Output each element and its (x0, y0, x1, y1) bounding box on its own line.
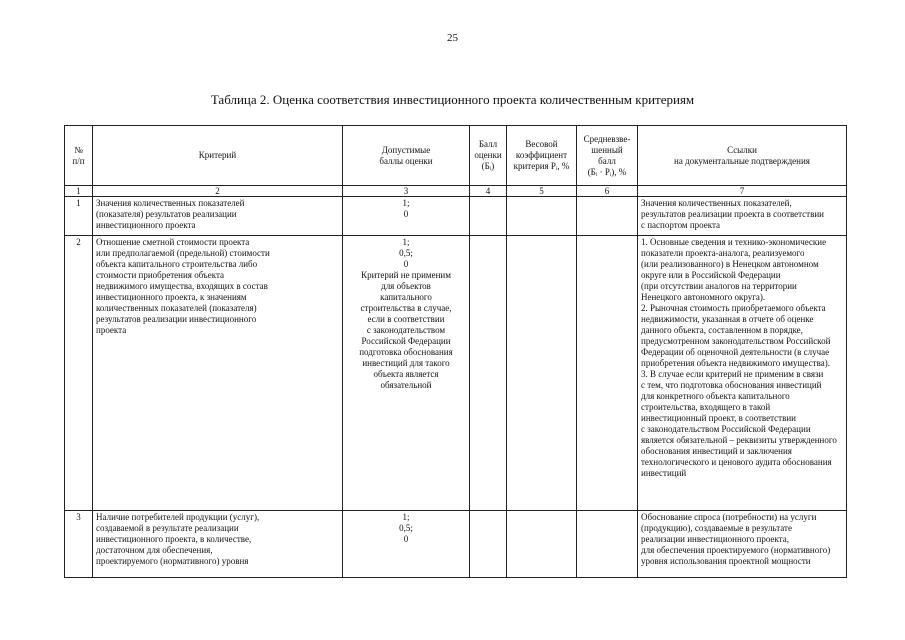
row-criterion: Отношение сметной стоимости проекта или предполагаемой (предельной) стоимости объекта капитального строительства либо стоимости приобретения объекта недвижимого имущества, входящих в состав инвестиционного проекта, к значениям количественных показателей (показателя) результатов реализации инвестиционного проекта (93, 236, 343, 511)
row-allowed-scores: 1; 0,5; 0 Критерий не применим для объектов капитального строительства в случае, если в соответствии с законодательством Российской Федерации подготовка обоснования инвестиций для такого объекта является обязательной (343, 236, 470, 511)
header-score: Балл оценки (Бᵢ) (470, 126, 507, 186)
header-weighted: Средневзве- шенный балл (Бᵢ · Pᵢ), % (577, 126, 638, 186)
column-number: 2 (93, 186, 343, 197)
column-number: 7 (638, 186, 847, 197)
row-links: 1. Основные сведения и технико-экономические показатели проекта-аналога, реализуемого (или реализованного) в Ненецком автономном округе или в Российской Федерации (при отсутствии аналогов на территории Ненецкого автономного округа). 2. Рыночная стоимость приобретаемого объекта недвижимости, указанная в отчете об оценке данного объекта, составленном в порядке, предусмотренном законодательством Российской Федерации об оценочной деятельности (в случае приобретения объекта недвижимого имущества). 3. В случае если критерий не применим в связи с тем, что подготовка обоснования инвестиций для конкретного объекта капитального строительства, входящего в такой инвестиционный проект, в соответствии с законодательством Российской Федерации является обязательной – реквизиты утвержденного обоснования инвестиций и заключения технологического и ценового аудита обоснования инвестиций (638, 236, 847, 511)
row-num: 3 (65, 511, 93, 578)
header-allowed-scores: Допустимые баллы оценки (343, 126, 470, 186)
page-number: 25 (447, 32, 458, 44)
header-num: № п/п (65, 126, 93, 186)
row-weighted (577, 197, 638, 236)
table-row (65, 197, 847, 236)
header-links: Ссылки на документальные подтверждения (638, 126, 847, 186)
row-weighted (577, 511, 638, 578)
column-number: 5 (507, 186, 577, 197)
row-criterion: Значения количественных показателей (показателя) результатов реализации инвестиционного проекта (93, 197, 343, 236)
row-criterion: Наличие потребителей продукции (услуг), создаваемой в результате реализации инвестиционного проекта, в количестве, достаточном для обеспечения, проектируемого (нормативного) уровня (93, 511, 343, 578)
row-weighted (577, 236, 638, 511)
row-links: Значения количественных показателей, результатов реализации проекта в соответствии с паспортом проекта (638, 197, 847, 236)
header-criterion: Критерий (93, 126, 343, 186)
column-number-row (65, 186, 847, 197)
table-row (65, 236, 847, 511)
table-title: Таблица 2. Оценка соответствия инвестиционного проекта количественным критериям (210, 92, 695, 107)
row-weight (507, 511, 577, 578)
row-num: 2 (65, 236, 93, 511)
row-num: 1 (65, 197, 93, 236)
row-weight (507, 197, 577, 236)
row-score (470, 511, 507, 578)
row-allowed-scores: 1; 0 (343, 197, 470, 236)
row-links: Обоснование спроса (потребности) на услуги (продукцию), создаваемые в результате реализации инвестиционного проекта, для обеспечения проектируемого (нормативного) уровня использования проектной мощности (638, 511, 847, 578)
column-number: 1 (65, 186, 93, 197)
column-number: 3 (343, 186, 470, 197)
header-weight: Весовой коэффициент критерия Pᵢ, % (507, 126, 577, 186)
row-score (470, 236, 507, 511)
row-allowed-scores: 1; 0,5; 0 (343, 511, 470, 578)
header-row (65, 126, 847, 186)
criteria-table (64, 125, 847, 578)
row-weight (507, 236, 577, 511)
column-number: 6 (577, 186, 638, 197)
column-number: 4 (470, 186, 507, 197)
row-score (470, 197, 507, 236)
table-row (65, 511, 847, 578)
